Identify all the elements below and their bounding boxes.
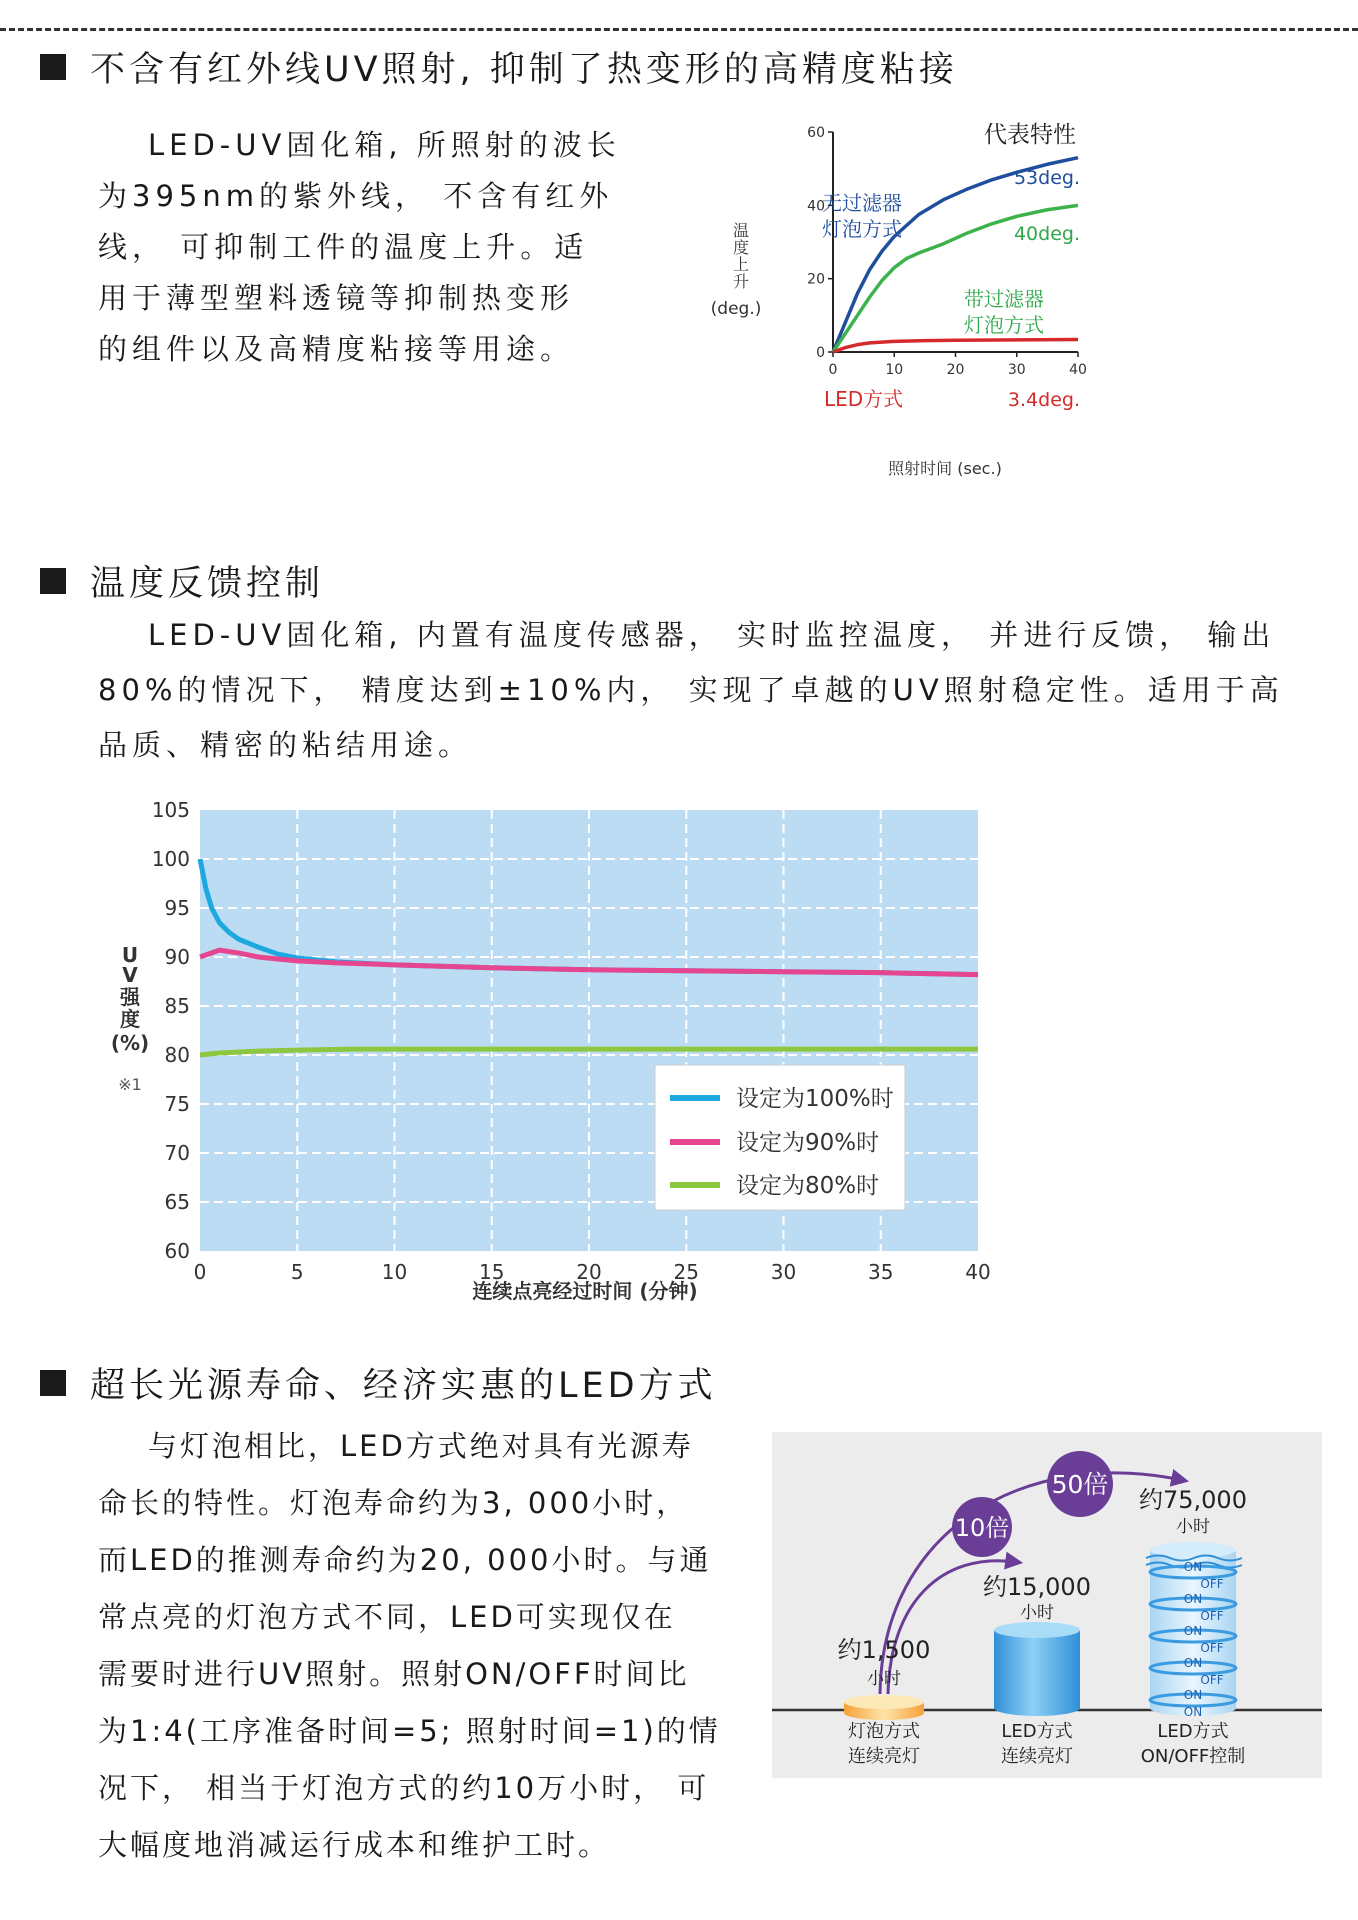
category-label-bulb-1: 灯泡方式 — [848, 1721, 920, 1742]
series-label-led: LED方式 — [824, 387, 904, 411]
section1-heading-text: 不含有红外线UV照射, 抑制了热变形的高精度粘接 — [90, 50, 958, 90]
section3-heading-text: 超长光源寿命、经济实惠的LED方式 — [90, 1366, 717, 1406]
badge-50x-text: 50倍 — [1051, 1470, 1109, 1499]
series-label-with-filter-line2: 灯泡方式 — [964, 313, 1044, 337]
y-axis-label-char: 度 — [732, 238, 750, 257]
x-tick-label: 5 — [290, 1260, 304, 1284]
paragraph-line: 常点亮的灯泡方式不同，LED可实现仅在 — [98, 1600, 676, 1634]
x-tick-label: 35 — [868, 1260, 894, 1284]
y-tick-label: 75 — [164, 1092, 190, 1116]
end-label-no-filter: 53deg. — [1013, 167, 1080, 189]
series-line-led — [833, 340, 1078, 352]
y-tick-label: 100 — [151, 847, 190, 871]
y-tick-label: 60 — [164, 1239, 190, 1263]
paragraph-line: 80%的情况下， 精度达到±10%内， 实现了卓越的UV照射稳定性。适用于高 — [98, 673, 1284, 707]
x-tick-label: 30 — [1007, 362, 1026, 378]
paragraph-line: 品质、精密的粘结用途。 — [98, 728, 473, 762]
on-label: ON — [1183, 1560, 1203, 1574]
y-axis-label-char: (%) — [110, 1031, 150, 1055]
series-label-with-filter-line1: 带过滤器 — [964, 287, 1044, 311]
bar-bulb-continuous — [844, 1695, 924, 1720]
section-bullet-square — [40, 568, 66, 594]
y-tick-label: 20 — [807, 271, 825, 288]
lifetime-comparison-diagram — [772, 1432, 1322, 1778]
on-label: ON — [1183, 1624, 1203, 1638]
legend-label-80: 设定为80%时 — [736, 1173, 880, 1199]
end-label-led: 3.4deg. — [1007, 389, 1080, 411]
x-tick-label: 40 — [965, 1260, 991, 1284]
footnote-mark: ※1 — [118, 1075, 142, 1094]
section-bullet-square — [40, 54, 66, 80]
y-tick-label: 95 — [164, 896, 190, 920]
series-label-no-filter-line1: 无过滤器 — [822, 191, 902, 215]
y-axis-unit: (deg.) — [710, 299, 762, 319]
y-tick-label: 80 — [164, 1043, 190, 1067]
off-label: OFF — [1200, 1641, 1224, 1655]
paragraph-line: 线， 可抑制工件的温度上升。适 — [98, 230, 589, 264]
on-label: ON — [1183, 1688, 1203, 1702]
legend-label-90: 设定为90%时 — [736, 1130, 880, 1156]
x-axis-label: 连续点亮经过时间 (分钟) — [472, 1279, 698, 1303]
section1-paragraph — [98, 120, 621, 375]
y-axis-label-char: 强 — [120, 985, 140, 1009]
unit-label-bulb: 小时 — [867, 1669, 901, 1689]
paragraph-line: 为395nm的紫外线， 不含有红外 — [98, 179, 614, 213]
on-label: ON — [1183, 1592, 1203, 1606]
y-axis-label — [711, 221, 762, 319]
y-axis-label-char: U — [121, 943, 139, 967]
legend-label-100: 设定为100%时 — [736, 1086, 894, 1112]
unit-label-led-onoff: 小时 — [1176, 1517, 1210, 1537]
x-tick-label: 40 — [1069, 362, 1087, 378]
y-tick-label: 60 — [807, 125, 825, 141]
y-axis-label-char: 升 — [732, 272, 750, 291]
section2-heading — [40, 556, 324, 606]
series-label-no-filter-line2: 灯泡方式 — [822, 217, 902, 241]
badge-50x — [1047, 1451, 1113, 1517]
y-tick-label: 0 — [816, 345, 825, 361]
y-axis-label-char: 温 — [732, 221, 750, 240]
paragraph-line: 用于薄型塑料透镜等抑制热变形 — [98, 281, 575, 315]
x-tick-label: 10 — [885, 362, 904, 378]
value-label-led-continuous: 约15,000 — [983, 1573, 1091, 1601]
y-tick-label: 85 — [164, 994, 190, 1018]
uv-intensity-chart — [100, 780, 1000, 1320]
y-axis-label-char: V — [122, 963, 138, 987]
badge-10x-text: 10倍 — [954, 1514, 1010, 1542]
x-tick-label: 0 — [828, 362, 838, 378]
off-label: OFF — [1200, 1673, 1224, 1687]
x-tick-label: 25 — [673, 1260, 699, 1284]
unit-label-led-continuous: 小时 — [1020, 1603, 1054, 1623]
paragraph-line: 的组件以及高精度粘接等用途。 — [98, 332, 575, 366]
off-label: OFF — [1200, 1609, 1224, 1623]
paragraph-line: 况下， 相当于灯泡方式的约10万小时， 可 — [98, 1771, 710, 1805]
category-label-led-1: LED方式 — [1001, 1721, 1073, 1742]
section3-paragraph — [98, 1418, 721, 1874]
legend — [655, 1065, 905, 1210]
paragraph-line: 命长的特性。灯泡寿命约为3, 000小时， — [98, 1486, 689, 1520]
section-bullet-square — [40, 1370, 66, 1396]
y-tick-label: 90 — [164, 945, 190, 969]
end-label-with-filter: 40deg. — [1013, 223, 1080, 245]
badge-10x — [952, 1497, 1012, 1557]
y-tick-label: 105 — [151, 798, 190, 822]
x-axis-label: 照射时间 (sec.) — [888, 459, 1002, 478]
section2-heading-text: 温度反馈控制 — [90, 564, 325, 604]
paragraph-line: 与灯泡相比，LED方式绝对具有光源寿 — [148, 1429, 694, 1463]
paragraph-line: 为1:4(工序准备时间=5; 照射时间=1)的情 — [98, 1714, 721, 1748]
y-axis-label-char: 上 — [732, 255, 750, 274]
paragraph-line: LED-UV固化箱, 内置有温度传感器， 实时监控温度， 并进行反馈， 输出 — [148, 618, 1276, 652]
on-label: ON — [1183, 1656, 1203, 1670]
value-label-led-onoff: 约75,000 — [1139, 1486, 1247, 1514]
category-label-onoff-2: ON/OFF控制 — [1140, 1746, 1246, 1767]
bar-led-continuous — [994, 1622, 1080, 1716]
top-dashed-divider — [0, 28, 1358, 31]
x-tick-label: 10 — [381, 1260, 408, 1284]
y-axis-label — [111, 943, 149, 1094]
paragraph-line: 大幅度地消减运行成本和维护工时。 — [98, 1828, 611, 1862]
section1-heading — [40, 42, 958, 92]
x-tick-label: 15 — [479, 1260, 505, 1284]
paragraph-line: 需要时进行UV照射。照射ON/OFF时间比 — [98, 1657, 690, 1691]
y-tick-label: 70 — [164, 1141, 190, 1165]
category-label-onoff-1: LED方式 — [1157, 1721, 1229, 1742]
paragraph-line: LED-UV固化箱, 所照射的波长 — [148, 128, 621, 162]
chart-title: 代表特性 — [984, 122, 1076, 148]
y-tick-label: 65 — [164, 1190, 190, 1214]
off-label: OFF — [1200, 1577, 1224, 1591]
x-tick-label: 20 — [946, 362, 965, 378]
section2-paragraph — [98, 608, 1284, 773]
section3-heading — [40, 1358, 717, 1408]
y-tick-label: 40 — [807, 198, 825, 215]
y-axis-label-char: 度 — [120, 1007, 140, 1031]
paragraph-line: 而LED的推测寿命约为20, 000小时。与通 — [98, 1543, 712, 1577]
temperature-rise-chart — [700, 112, 1100, 482]
category-label-bulb-2: 连续亮灯 — [848, 1746, 920, 1767]
bar-led-onoff — [1146, 1542, 1242, 1719]
x-tick-label: 30 — [770, 1260, 797, 1284]
x-tick-label: 20 — [576, 1260, 602, 1284]
value-label-bulb: 约1,500 — [837, 1636, 931, 1664]
category-label-led-2: 连续亮灯 — [1001, 1746, 1073, 1767]
x-tick-label: 0 — [193, 1260, 207, 1284]
on-label: ON — [1183, 1705, 1203, 1719]
